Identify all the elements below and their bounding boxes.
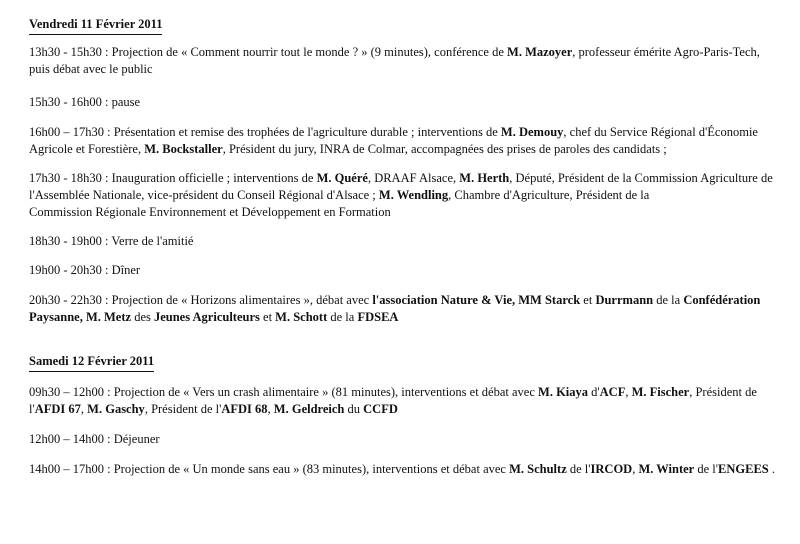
friday-entry-4: 17h30 - 18h30 : Inauguration officielle ; interventions de M. Quéré, DRAAF Alsace, M. Herth, Député, Président de la Commission Agriculture de l'Assemblée Nationale, vice-président du Conseil Régional d'Alsace ; M. Wendling, Chambre d'Agriculture, Président de la Commission Régionale Environnement et Développement en Formation <box>29 171 773 219</box>
friday-heading: Vendredi 11 Février 2011 <box>29 16 162 35</box>
friday-entry-1: 13h30 - 15h30 : Projection de « Comment nourrir tout le monde ? » (9 minutes), conférence de M. Mazoyer, professeur émérite Agro-Paris-Tech, puis débat avec le public <box>29 45 760 76</box>
friday-entry-5: 18h30 - 19h00 : Verre de l'amitié <box>29 234 194 248</box>
friday-entry-7: 20h30 - 22h30 : Projection de « Horizons alimentaires », débat avec l'association Nature & Vie, MM Starck et Durrmann de la Confédération Paysanne, M. Metz des Jeunes Agriculteurs et M. Schott de la FDSEA <box>29 293 761 324</box>
saturday-entry-1: 09h30 – 12h00 : Projection de « Vers un crash alimentaire » (81 minutes), interventions et débat avec M. Kiaya d'ACF, M. Fischer, Président de l'AFDI 67, M. Gaschy, Président de l'AFDI 68, M. Geldreich du CCFD <box>29 385 757 416</box>
friday-entry-2: 15h30 - 16h00 : pause <box>29 95 141 109</box>
saturday-heading: Samedi 12 Février 2011 <box>29 353 154 372</box>
saturday-entry-2: 12h00 – 14h00 : Déjeuner <box>29 432 160 446</box>
friday-entry-3: 16h00 – 17h30 : Présentation et remise des trophées de l'agriculture durable ; interventions de M. Demouy, chef du Service Régional d'Économie Agricole et Forestière, M. Bockstaller, Président du jury, INRA de Colmar, accompagnées des prises de paroles des candidats ; <box>29 125 758 156</box>
friday-entry-6: 19h00 - 20h30 : Dîner <box>29 263 141 277</box>
saturday-entry-3: 14h00 – 17h00 : Projection de « Un monde sans eau » (83 minutes), interventions et débat avec M. Schultz de l'IRCOD, M. Winter de l'ENGEES . <box>29 462 775 476</box>
